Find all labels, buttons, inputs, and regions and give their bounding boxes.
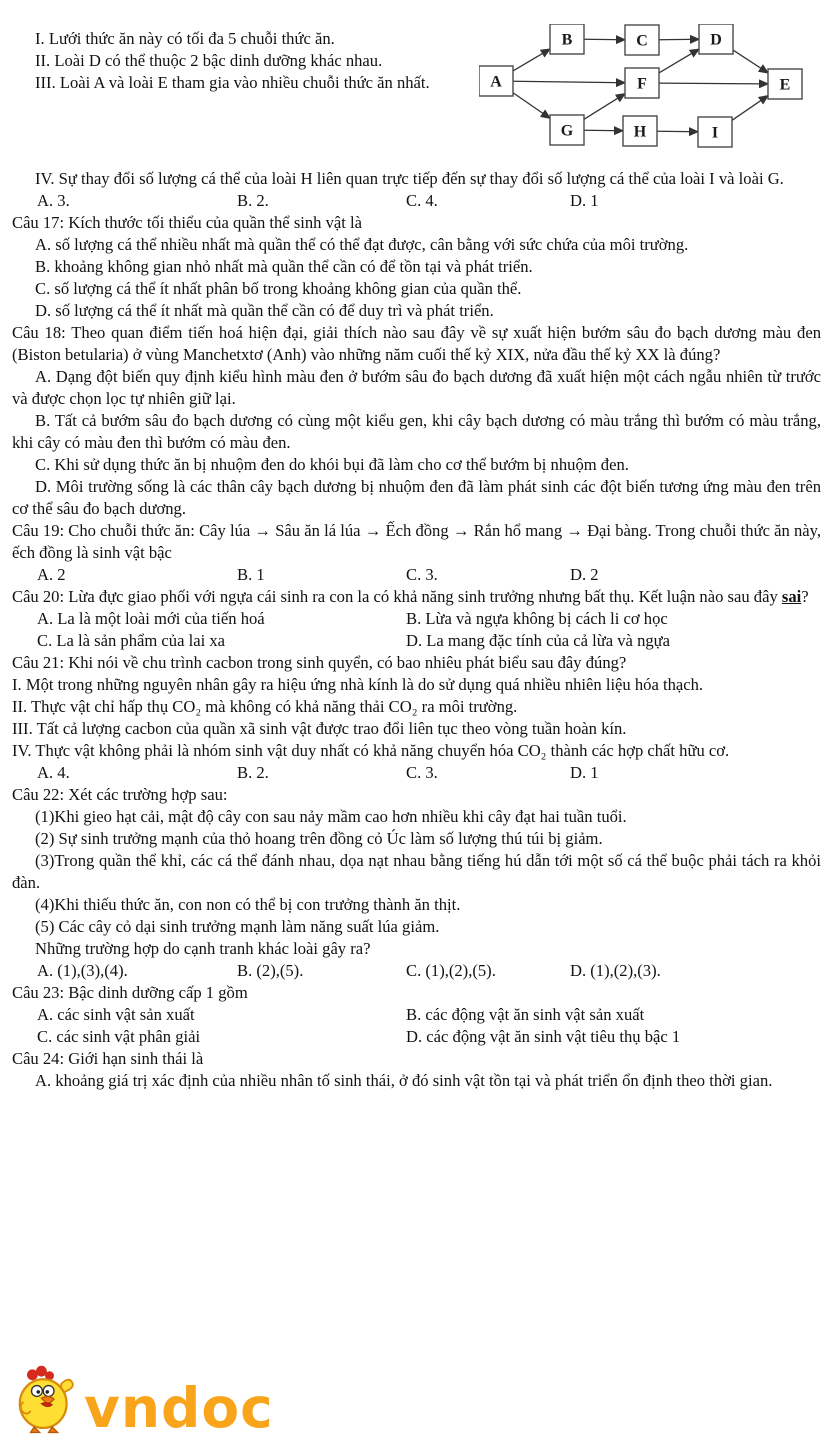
food-web-arrow-A-G	[513, 93, 550, 119]
q22-options-row	[12, 960, 821, 982]
svg-text:D: D	[710, 31, 722, 49]
svg-text:H: H	[633, 123, 647, 141]
q21-statement-1: I. Một trong những nguyên nhân gây ra hiệu ứng nhà kính là do sử dụng quá nhiều nhiên liệu hóa thạch.	[12, 675, 704, 694]
q21-option-c: C. 3.	[406, 763, 438, 782]
q19-option-a: A. 2	[37, 565, 66, 584]
q17-option-b: B. khoảng không gian nhỏ nhất mà quần thể cần có để tồn tại và phát triển.	[35, 257, 533, 276]
q19-option-d: D. 2	[570, 565, 599, 584]
food-web-node-B	[550, 24, 584, 54]
svg-text:F: F	[637, 75, 647, 93]
q22-case-2: (2) Sự sinh trưởng mạnh của thỏ hoang trên đồng cỏ Úc làm số lượng thú túi bị giảm.	[35, 829, 603, 848]
svg-text:C: C	[636, 32, 648, 50]
food-web-arrow-B-C	[584, 39, 625, 40]
q22-case-5: (5) Các cây cỏ dại sinh trưởng mạnh làm năng suất lúa giảm.	[35, 917, 440, 936]
q16-statement-2: II. Loài D có thể thuộc 2 bậc dinh dưỡng khác nhau.	[35, 51, 383, 70]
q21-options-row	[12, 762, 821, 784]
q17-option-d: D. số lượng cá thể ít nhất mà quần thể cần có để duy trì và phát triển.	[35, 301, 494, 320]
q19-option-b: B. 1	[237, 565, 265, 584]
food-web-arrow-I-E	[732, 96, 768, 121]
q16-statement-1: I. Lưới thức ăn này có tối đa 5 chuỗi thức ăn.	[35, 29, 335, 48]
svg-text:A: A	[490, 73, 502, 91]
svg-text:G: G	[560, 122, 574, 140]
food-web-arrow-G-F	[584, 94, 625, 120]
vndoc-logo	[8, 1364, 274, 1440]
q17-stem: Câu 17: Kích thước tối thiểu của quần thể sinh vật là	[12, 213, 363, 232]
q20-option-b: B. Lừa và ngựa không bị cách li cơ học	[406, 609, 668, 628]
food-web-node-G	[550, 115, 584, 145]
food-web-node-A	[479, 66, 513, 96]
food-web-node-E	[768, 69, 802, 99]
food-web-arrow-F-D	[659, 49, 699, 73]
q22-stem: Câu 22: Xét các trường hợp sau:	[12, 785, 228, 804]
q22-option-a: A. (1),(3),(4).	[37, 961, 128, 980]
food-web-diagram	[479, 24, 821, 152]
food-web-svg	[479, 24, 821, 152]
food-web-node-I	[698, 117, 732, 147]
q18-option-b: B. Tất cả bướm sâu đo bạch dương có cùng một kiểu gen, khi cây bạch dương có màu trắng thì bướm có màu trắng, khi cây có màu đen thì bướm có màu đen.	[12, 411, 821, 452]
q16-options-row	[12, 190, 821, 212]
q22-question: Những trường hợp do cạnh tranh khác loài gây ra?	[35, 939, 371, 958]
food-web-arrow-A-B	[513, 49, 550, 71]
q20-sai-emphasis: sai	[781, 587, 802, 606]
food-web-arrow-D-E	[733, 50, 768, 73]
q22-case-4: (4)Khi thiếu thức ăn, con non có thể bị con trưởng thành ăn thịt.	[35, 895, 461, 914]
q16-option-a: A. 3.	[37, 191, 70, 210]
q21-statement-4: IV. Thực vật không phải là nhóm sinh vật duy nhất có khả năng chuyển hóa CO₂ thành các hợp chất hữu cơ.	[12, 741, 730, 760]
q21-option-b: B. 2.	[237, 763, 269, 782]
q19-option-c: C. 3.	[406, 565, 438, 584]
food-web-arrow-C-D	[659, 39, 699, 40]
q20-option-a: A. La là một loài mới của tiến hoá	[37, 609, 265, 628]
q24-option-a: A. khoảng giá trị xác định của nhiều nhân tố sinh thái, ở đó sinh vật tồn tại và phát triển ổn định theo thời gian.	[35, 1071, 773, 1090]
q21-option-a: A. 4.	[37, 763, 70, 782]
food-web-node-C	[625, 25, 659, 55]
food-web-arrow-H-I	[657, 131, 698, 132]
q20-option-d: D. La mang đặc tính của cả lừa và ngựa	[406, 631, 671, 650]
q16-statement-3: III. Loài A và loài E tham gia vào nhiều chuỗi thức ăn nhất.	[35, 73, 430, 92]
q20-options-row-2	[12, 630, 821, 652]
food-web-node-D	[699, 24, 733, 54]
q20-option-c: C. La là sản phẩm của lai xa	[37, 631, 225, 650]
q21-statement-2: II. Thực vật chỉ hấp thụ CO₂ mà không có khả năng thải CO₂ ra môi trường.	[12, 697, 518, 716]
q16-option-c: C. 4.	[406, 191, 438, 210]
q18-option-d: D. Môi trường sống là các thân cây bạch dương bị nhuộm đen đã làm phát sinh các đột biến tương ứng màu đen trên cơ thể sâu đo bạch dương.	[12, 477, 821, 518]
q23-option-a: A. các sinh vật sản xuất	[37, 1005, 195, 1024]
q20-options-row-1	[12, 608, 821, 630]
q19-options-row	[12, 564, 821, 586]
q22-option-d: D. (1),(2),(3).	[570, 961, 661, 980]
food-web-arrow-G-H	[584, 130, 623, 131]
q22-option-b: B. (2),(5).	[237, 961, 304, 980]
q16-option-b: B. 2.	[237, 191, 269, 210]
svg-text:E: E	[779, 76, 791, 94]
q23-option-d: D. các động vật ăn sinh vật tiêu thụ bậc 1	[406, 1027, 681, 1046]
q23-option-c: C. các sinh vật phân giải	[37, 1027, 201, 1046]
q20-stem: Câu 20: Lừa đực giao phối với ngựa cái sinh ra con la có khả năng sinh trưởng nhưng bất thụ. Kết luận nào sau đây sai?	[12, 587, 809, 606]
q18-option-c: C. Khi sử dụng thức ăn bị nhuộm đen do khói bụi đã làm cho cơ thể bướm bị nhuộm đen.	[35, 455, 629, 474]
q22-case-3: (3)Trong quần thể khỉ, các cá thể đánh nhau, dọa nạt nhau bằng tiếng hú dẫn tới một số cá thể buộc phải tách ra khỏi đàn.	[12, 851, 821, 892]
q22-option-c: C. (1),(2),(5).	[406, 961, 496, 980]
q21-option-d: D. 1	[570, 763, 599, 782]
food-web-arrow-F-E	[659, 83, 768, 84]
q23-option-b: B. các động vật ăn sinh vật sản xuất	[406, 1005, 645, 1024]
q18-stem: Câu 18: Theo quan điểm tiến hoá hiện đại, giải thích nào sau đây về sự xuất hiện bướm sâu đo bạch dương màu đen (Biston betularia) ở vùng Manchetxtơ (Anh) vào những năm cuối thế kỷ XIX, nửa đầu thế kỷ XX là đúng?	[12, 323, 821, 364]
q17-option-c: C. số lượng cá thể ít nhất phân bố trong khoảng không gian của quần thể.	[35, 279, 522, 298]
q22-case-1: (1)Khi gieo hạt cải, mật độ cây con sau nảy mầm cao hơn nhiều khi cây đạt hai tuần tuổi.	[35, 807, 627, 826]
food-web-node-F	[625, 68, 659, 98]
food-web-node-H	[623, 116, 657, 146]
q21-stem: Câu 21: Khi nói về chu trình cacbon trong sinh quyển, có bao nhiêu phát biểu sau đây đúng?	[12, 653, 627, 672]
q21-statement-3: III. Tất cả lượng cacbon của quần xã sinh vật được trao đổi liên tục theo vòng tuần hoàn kín.	[12, 719, 627, 738]
q16-option-d: D. 1	[570, 191, 599, 210]
q16-statement-4: IV. Sự thay đổi số lượng cá thể của loài H liên quan trực tiếp đến sự thay đổi số lượng cá thể của loài I và loài G.	[35, 169, 784, 188]
vndoc-wordmark: vndoc	[84, 1376, 274, 1440]
q23-stem: Câu 23: Bậc dinh dưỡng cấp 1 gồm	[12, 983, 248, 1002]
food-web-arrow-A-F	[513, 81, 625, 83]
q23-options-row-2	[12, 1026, 821, 1048]
q18-option-a: A. Dạng đột biến quy định kiểu hình màu đen ở bướm sâu đo bạch dương đã xuất hiện một cách ngẫu nhiên từ trước và được chọn lọc tự nhiên giữ lại.	[12, 367, 821, 408]
q19-stem: Câu 19: Cho chuỗi thức ăn: Cây lúa → Sâu ăn lá lúa → Ếch đồng → Rắn hổ mang → Đại bàng. Trong chuỗi thức ăn này, ếch đồng là sinh vật bậc	[12, 521, 821, 562]
q17-option-a: A. số lượng cá thể nhiều nhất mà quần thể có thể đạt được, cân bằng với sức chứa của môi trường.	[35, 235, 689, 254]
q24-stem: Câu 24: Giới hạn sinh thái là	[12, 1049, 204, 1068]
svg-text:B: B	[561, 31, 573, 49]
chicken-mascot-icon	[8, 1364, 82, 1436]
svg-text:I: I	[711, 124, 719, 142]
q23-options-row-1	[12, 1004, 821, 1026]
